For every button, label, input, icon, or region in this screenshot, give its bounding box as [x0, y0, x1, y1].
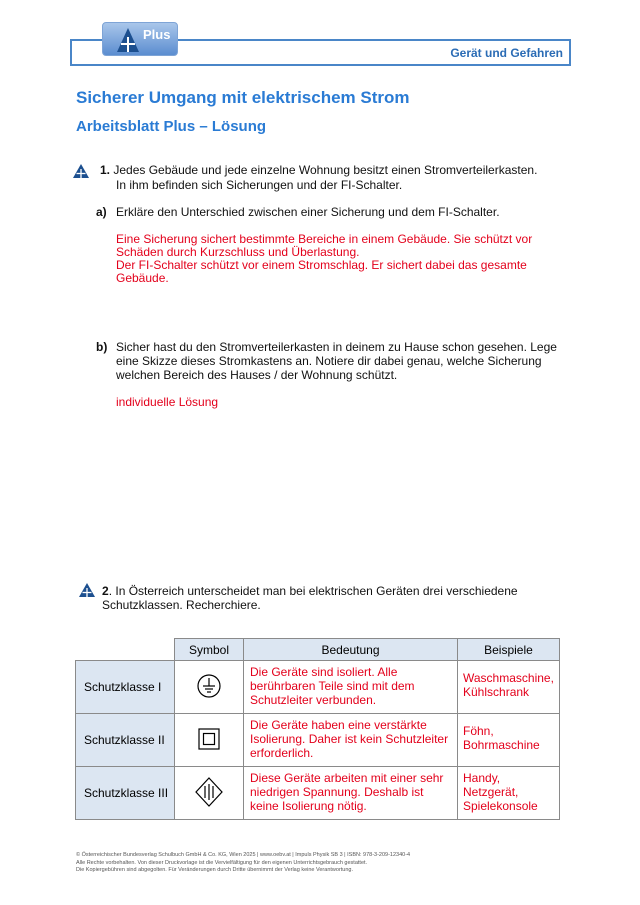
task1-text: Jedes Gebäude und jede einzelne Wohnung besitzt einen Stromverteilerkasten. — [113, 163, 538, 177]
meaning-line: Isolierung. Daher ist kein Schutzleiter — [250, 732, 449, 746]
task1a-answer-line: Eine Sicherung sichert bestimmte Bereiche in einem Gebäude. Sie schützt vor — [116, 232, 533, 246]
page-subtitle: Arbeitsblatt Plus – Lösung — [76, 118, 267, 135]
meaning-line: berührbaren Teile sind mit dem — [250, 679, 415, 693]
task2-line1 — [102, 584, 518, 599]
examples-cell — [458, 767, 560, 820]
example-line: Föhn, — [463, 724, 494, 738]
task1b-question-line: Sicher hast du den Stromverteilerkasten in deinem zu Hause schon gesehen. Lege — [116, 340, 557, 354]
meaning-line: niedrigen Spannung. Deshalb ist — [250, 785, 424, 799]
class-cell: Schutzklasse II — [76, 714, 175, 767]
table-header-symbol: Symbol — [175, 639, 244, 661]
task1a-question: Erkläre den Unterschied zwischen einer Sicherung und dem FI-Schalter. — [116, 205, 500, 219]
table-corner — [76, 639, 175, 661]
plus-badge — [102, 22, 178, 56]
class-cell: Schutzklasse III — [76, 767, 175, 820]
task1a-answer-line: Der FI-Schalter schützt vor einem Stromschlag. Er sichert dabei das gesamte — [116, 258, 527, 272]
meaning-line: Die Geräte haben eine verstärkte — [250, 718, 427, 732]
example-line: Netzgerät, — [463, 785, 519, 799]
protection-class-table — [75, 638, 560, 820]
footer-line: © Österreichischer Bundesverlag Schulbuch GmbH & Co. KG, Wien 2025 | www.oebv.at | Impuls Physik SB 3 | ISBN: 978-3-209-12340-4 — [76, 852, 411, 858]
diamond-iii-icon — [195, 777, 223, 807]
table-row — [76, 714, 560, 767]
meaning-cell — [244, 767, 458, 820]
task2-line2: Schutzklassen. Recherchiere. — [102, 598, 261, 612]
task1-number: 1. — [100, 163, 111, 177]
example-line: Kühlschrank — [463, 685, 530, 699]
meaning-line: erforderlich. — [250, 746, 314, 760]
table-row — [76, 661, 560, 714]
table-row — [76, 767, 560, 820]
task1b-question-line: eine Skizze dieses Stromkastens an. Notiere dir dabei genau, welche Sicherung — [116, 354, 542, 368]
meaning-cell — [244, 661, 458, 714]
meaning-line: Die Geräte sind isoliert. Alle — [250, 665, 398, 679]
example-line: Handy, — [463, 771, 501, 785]
task1a-answer-line: Schäden durch Kurzschluss und Überlastung. — [116, 245, 360, 259]
page-title: Sicherer Umgang mit elektrischem Strom — [76, 88, 410, 107]
task1-line2: In ihm befinden sich Sicherungen und der FI-Schalter. — [116, 178, 403, 192]
task1a-label: a) — [96, 205, 107, 219]
task1b-label: b) — [96, 340, 108, 354]
meaning-line: keine Isolierung nötig. — [250, 799, 367, 813]
double-square-icon — [197, 727, 221, 751]
meaning-line: Schutzleiter verbunden. — [250, 693, 377, 707]
section-title: Gerät und Gefahren — [450, 46, 563, 60]
footer-line: Alle Rechte vorbehalten. Von dieser Druckvorlage ist die Vervielfältigung für den eigenen Unterrichtsgebrauch gestattet. — [76, 859, 368, 866]
task-triangle-icon — [79, 583, 95, 597]
examples-cell — [458, 661, 560, 714]
task1b-question-line: welchen Bereich des Hauses / der Wohnung schützt. — [116, 368, 398, 382]
example-line: Spielekonsole — [463, 799, 538, 813]
example-line: Bohrmaschine — [463, 738, 540, 752]
symbol-cell — [175, 661, 244, 714]
examples-cell — [458, 714, 560, 767]
task1b-answer: individuelle Lösung — [116, 395, 219, 409]
task-triangle-icon — [73, 164, 89, 178]
class-cell: Schutzklasse I — [76, 661, 175, 714]
symbol-cell — [175, 767, 244, 820]
example-line: Waschmaschine, — [463, 671, 554, 685]
table-header-examples: Beispiele — [458, 639, 560, 661]
task1-line1 — [100, 163, 537, 178]
task1a-answer-line: Gebäude. — [116, 271, 169, 285]
task2-text: . In Österreich unterscheidet man bei elektrischen Geräten drei verschiedene — [108, 584, 518, 598]
ground-symbol-icon — [196, 673, 222, 699]
meaning-line: Diese Geräte arbeiten mit einer sehr — [250, 771, 444, 785]
task2-number: 2 — [102, 584, 109, 598]
copyright-footer — [76, 852, 556, 875]
triangle-logo-icon — [116, 27, 140, 53]
symbol-cell — [175, 714, 244, 767]
badge-label: Plus — [143, 27, 171, 42]
table-header-meaning: Bedeutung — [244, 639, 458, 661]
meaning-cell — [244, 714, 458, 767]
footer-line: Die Kopiergebühren sind abgegolten. Für Veränderungen durch Dritte übernimmt der Verlag keine Verantwortung. — [76, 867, 354, 873]
